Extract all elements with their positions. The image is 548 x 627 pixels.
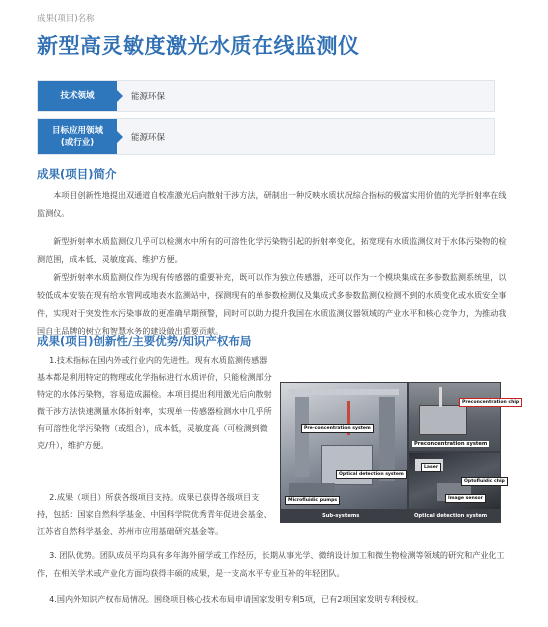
advantages-heading: 成果(项目)创新性/主要优势/知识产权布局	[37, 334, 252, 348]
preconcentration-system-caption: Preconcentration system	[414, 441, 488, 447]
advantage-paragraph-4: 4.国内外知识产权布局情况。围绕项目核心技术布局申请国家发明专利5项，已有2项国家发明专利授权。	[49, 594, 424, 604]
optical-detection-system-caption: Optical detection system	[414, 513, 488, 519]
advantage-paragraph-3: 3. 团队优势。团队成员平均具有多年海外留学或工作经历，长期从事光学、微纳设计加工和微生物检测等领域的研究和产业化工作，在相关学术或产业化方面均获得丰硕的成果，是一支高水平专业互补的年轻团队。	[37, 550, 505, 578]
instrument-column-right	[379, 397, 395, 481]
preconcentration-chip-label: Preconcentration chip	[459, 398, 522, 407]
intro-paragraph-1: 本项目创新性地提出双通道自校准激光后向散射干涉方法，研制出一种反映水质状况综合指标的极富实用价值的光学折射率在线监测仪。	[37, 190, 507, 218]
chip-holder	[419, 405, 467, 435]
project-name-label: 成果(项目)名称	[37, 14, 95, 24]
tech-domain-label: 技术领域	[38, 81, 117, 111]
tech-domain-value: 能源环保	[131, 92, 166, 102]
device-photo-figure	[280, 382, 520, 523]
intro-heading: 成果(项目)简介	[37, 167, 117, 181]
app-domain-label	[38, 119, 117, 154]
instrument-column-left	[295, 397, 309, 477]
app-domain-label-line2: (或行业)	[60, 137, 95, 148]
intro-paragraph-3: 新型折射率水质监测仪作为现有传感器的重要补充，既可以作为独立传感器，还可以作为一个模块集成在多参数监测系统里，以较低成本安装在现有给水管网或地表水监测站中，探测现有的单参数检测仪及集成式多参数监测仪检测不到的水质变化或水质安全事件，实现对于突发性水污染事故的更准确早期预警，同时可以助力提升我国在水质监测仪器领域的产业水平和核心竞争力，为推动我国自主品牌的树立和智慧水务的建设做出重要贡献。	[37, 272, 507, 336]
app-domain-row	[37, 118, 495, 155]
subsystems-caption: Sub-systems	[322, 513, 360, 519]
detector-housing	[321, 445, 373, 485]
subsystems-photo	[281, 383, 407, 509]
preconcentration-system-label: Pre-concentration system	[301, 424, 374, 433]
app-domain-label-line1: 目标应用领域	[51, 125, 103, 136]
app-domain-value: 能源环保	[131, 132, 166, 143]
image-sensor-label: Image sensor	[445, 494, 486, 503]
page-title: 新型高灵敏度激光水质在线监测仪	[37, 34, 360, 58]
laser-label: Laser	[421, 463, 441, 472]
advantage-paragraph-1: 1.技术指标在国内外或行业内的先进性。现有水质监测传感器基本都是利用特定的物理或化学指标进行水质评价，只能检测部分特定的水体污染物，容易造成漏检。本项目提出利用激光后向散射微干涉方法快速测量水体折射率，实现单一传感器检测水中几乎所有可溶性化学污染物（或组合），成本低，灵敏度高（可检测到微克/升），维护方便。	[37, 355, 272, 450]
intro-paragraph-2: 新型折射率水质监测仪几乎可以检测水中所有的可溶性化学污染物引起的折射率变化，拓宽现有水质监测仪对于水体污染物的检测范围，成本低、灵敏度高、维护方便。	[37, 236, 507, 264]
optical-detection-system-label: Optical detection system	[336, 470, 407, 479]
optical-detection-photo	[409, 453, 505, 509]
optofluidic-chip-label: Optofluidic chip	[461, 477, 508, 486]
tech-domain-row	[37, 80, 495, 112]
instrument-frame	[289, 389, 399, 395]
chip-tubing	[439, 387, 442, 407]
advantage-paragraph-2: 2.成果（项目）所获各级项目支持。成果已获得各级项目支持，包括：国家自然科学基金、中国科学院优秀青年促进会基金、江苏省自然科学基金、苏州市应用基础研究基金等。	[37, 492, 272, 536]
microfluidic-pumps-label: Microfluidic pumps	[285, 496, 340, 505]
